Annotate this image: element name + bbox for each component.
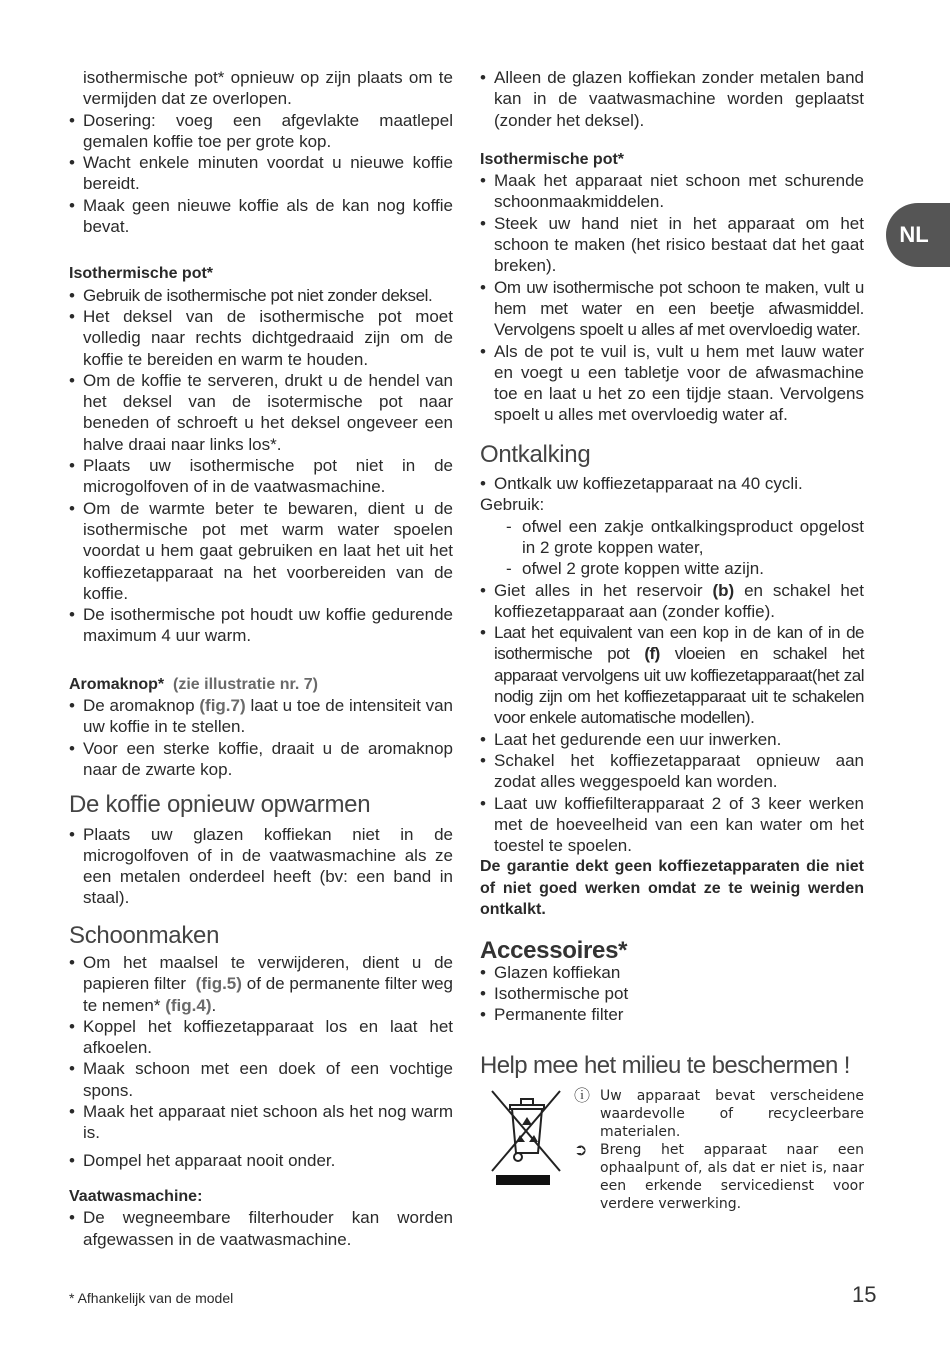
list-item: • Wacht enkele minuten voordat u nieuwe koffie bereidt. — [69, 152, 453, 195]
list-item: • Steek uw hand niet in het apparaat om het schoon te maken (het risico bestaat dat het gaat breken). — [480, 213, 864, 277]
list-item: • Plaats uw glazen koffiekan niet in de microgolfoven of in de vaatwasmachine als ze een metalen onderdeel heeft (bv: een band in staal). — [69, 824, 453, 909]
iso-cleaning-heading: Isothermische pot* — [480, 150, 625, 168]
list-item: • De wegneembare filterhouder kan worden afgewassen in de vaatwasmachine. — [69, 1207, 453, 1250]
top-bullets — [480, 67, 864, 131]
intro-bullets — [69, 110, 453, 238]
fig-ref: (fig.7) — [199, 696, 246, 716]
info-icon: ⓘ — [574, 1085, 591, 1105]
aroma-heading-ref: (zie illustratie nr. 7) — [173, 675, 318, 693]
list-item: • Laat uw koffiefilterapparaat 2 of 3 keer werken met de hoeveelheid van een kan water om het toestel te spoelen. — [480, 793, 864, 857]
list-item — [574, 1141, 864, 1213]
right-column — [480, 67, 864, 1213]
list-item — [69, 952, 453, 1016]
intro-continuation: isothermische pot* opnieuw op zijn plaats om te vermijden dat ze overlopen. — [83, 68, 453, 109]
list-item: • Schakel het koffiezetapparaat opnieuw aan zodat alles weggespoeld kan worden. — [480, 750, 864, 793]
list-item: • Maak schoon met een doek of een vochtige spons. — [69, 1058, 453, 1101]
clean-bullets — [69, 952, 453, 1171]
list-item: • Glazen koffiekan — [480, 962, 864, 983]
footnote: * Afhankelijk van de model — [69, 1290, 234, 1306]
accessories-heading: Accessoires* — [480, 937, 628, 965]
list-item — [69, 695, 453, 738]
iso-cleaning-bullets — [480, 170, 864, 426]
list-item: • Dompel het apparaat nooit onder. — [69, 1150, 453, 1171]
iso-bullets — [69, 285, 453, 647]
list-item: • Koppel het koffiezetapparaat los en laat het afkoelen. — [69, 1016, 453, 1059]
list-item: • De isothermische pot houdt uw koffie gedurende maximum 4 uur warm. — [69, 604, 453, 647]
list-item: • Laat het gedurende een uur inwerken. — [480, 729, 864, 750]
text: of de permanente filter weg te nemen* — [83, 974, 453, 1015]
language-tab: NL — [886, 203, 950, 267]
dishwasher-heading: Vaatwasmachine: — [69, 1187, 203, 1205]
text: en schakel het koffiezetapparaat aan (zonder koffie). — [494, 580, 864, 621]
list-item: • Gebruik de isothermische pot niet zonder deksel. — [69, 285, 453, 306]
warranty-warning: De garantie dekt geen koffiezetapparaten die niet of niet goed werken omdat ze te weinig werden ontkalkt. — [480, 858, 864, 918]
part-ref: (b) — [712, 580, 735, 600]
list-item: - ofwel een zakje ontkalkingsproduct opgelost in 2 grote koppen water, — [480, 516, 864, 559]
environment-heading: Help mee het milieu te beschermen ! — [480, 1052, 850, 1080]
list-item: • Het deksel van de isothermische pot moet volledig naar rechts dichtgedraaid zijn om de koffie te bereiden en warm te houden. — [69, 306, 453, 370]
reheat-bullets — [69, 824, 453, 909]
text: Laat het equivalent van een kop in de kan of in de isothermische pot — [494, 623, 864, 664]
environment-block — [480, 1087, 864, 1213]
fig-ref: (fig.5) — [195, 974, 242, 994]
crossed-out-wheelie-bin-icon — [488, 1087, 564, 1187]
accessories-list — [480, 962, 864, 1026]
aroma-bullets — [69, 695, 453, 780]
descale-steps — [480, 580, 864, 857]
reheat-heading: De koffie opnieuw opwarmen — [69, 791, 371, 819]
environment-list — [574, 1087, 864, 1213]
clean-heading: Schoonmaken — [69, 921, 220, 949]
list-item: • Ontkalk uw koffiezetapparaat na 40 cycli. — [480, 473, 864, 494]
aroma-heading-text: Aromaknop* — [69, 675, 165, 693]
list-item: • Permanente filter — [480, 1004, 864, 1025]
curved-arrow-icon: ➲ — [574, 1139, 588, 1159]
list-item: • Alleen de glazen koffiekan zonder metalen band kan in de vaatwasmachine worden geplaatst (zonder het deksel). — [480, 67, 864, 131]
list-item: • Isothermische pot — [480, 983, 864, 1004]
list-item — [480, 580, 864, 623]
descale-use-label: Gebruik: — [480, 495, 545, 515]
text: Om het maalsel te verwijderen, dient u de papieren filter — [83, 952, 453, 994]
list-item: • Om uw isothermische pot schoon te maken, vult u hem met water en een beetje afwasmiddel. Vervolgens spoelt u alles af met overvloedig water. — [480, 277, 864, 341]
page-number: 15 — [852, 1282, 877, 1307]
list-item: • Maak geen nieuwe koffie als de kan nog koffie bevat. — [69, 195, 453, 238]
text: Giet alles in het reservoir — [494, 580, 703, 600]
descale-list — [480, 473, 864, 494]
list-item: • Maak het apparaat niet schoon als het nog warm is. — [69, 1101, 453, 1144]
text: laat u toe de intensiteit van uw koffie in te stellen. — [83, 696, 454, 737]
list-item: - ofwel 2 grote koppen witte azijn. — [480, 558, 864, 579]
list-item: • Maak het apparaat niet schoon met schurende schoonmaakmiddelen. — [480, 170, 864, 213]
env-text-2: Breng het apparaat naar een ophaalpunt of, als dat er niet is, naar een erkende servicedienst voor verdere verwerking. — [600, 1141, 864, 1212]
descale-heading: Ontkalking — [480, 440, 591, 468]
list-item: • Als de pot te vuil is, vult u hem met lauw water en voegt u een tabletje voor de afwasmachine toe en laat u het zo een tijdje staan. Vervolgens spoelt u alles met overvloedig water af. — [480, 341, 864, 426]
text: vloeien en schakel het apparaat vervolgens uit uw koffiezetapparaat(het zal nodig zijn om het koffiezetapparaat uit te schakelen voor enkele automatische modellen). — [494, 644, 864, 728]
list-item: • Dosering: voeg een afgevlakte maatlepel gemalen koffie toe per grote kop. — [69, 110, 453, 153]
list-item: • Om de warmte beter te bewaren, dient u de isothermische pot met warm water spoelen voordat u hem gaat gebruiken en laat het uit het koffiezetapparaat na het voorbereiden van de koffie. — [69, 498, 453, 604]
fig-ref: (fig.4) — [165, 995, 212, 1015]
list-item — [574, 1087, 864, 1141]
list-item: • Om de koffie te serveren, drukt u de hendel van het deksel van de isotermische pot naar beneden of schroeft u het deksel ongeveer een halve draai naar links los*. — [69, 370, 453, 455]
aroma-heading — [69, 674, 453, 695]
env-text-1: Uw apparaat bevat verscheidene waardevolle of recycleerbare materialen. — [600, 1087, 864, 1140]
list-item: • Voor een sterke koffie, draait u de aromaknop naar de zwarte kop. — [69, 738, 453, 781]
descale-options — [480, 516, 864, 580]
part-ref: (f) — [644, 644, 660, 664]
list-item — [480, 622, 864, 728]
text: De aromaknop — [83, 696, 195, 716]
dishwasher-bullets — [69, 1207, 453, 1250]
list-item: • Plaats uw isothermische pot niet in de microgolfoven of in de vaatwasmachine. — [69, 455, 453, 498]
text: . — [211, 995, 217, 1015]
iso-heading: Isothermische pot* — [69, 265, 214, 283]
left-column — [69, 67, 453, 1250]
